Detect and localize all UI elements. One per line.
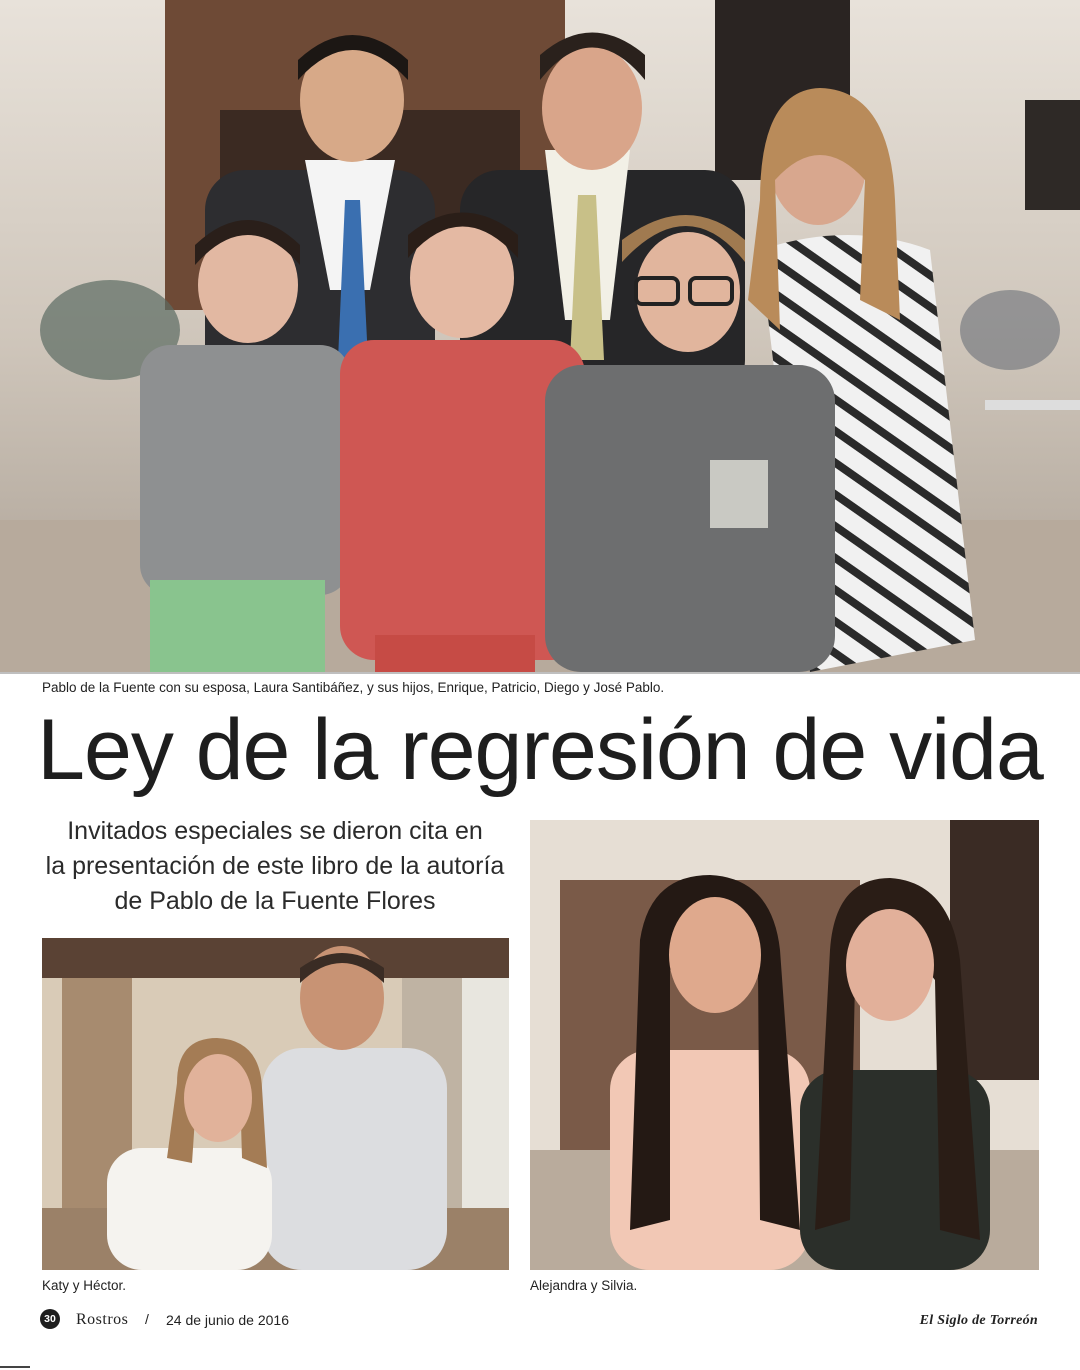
headline: Ley de la regresión de vida	[37, 702, 1043, 798]
photo-alejandra-silvia	[530, 820, 1039, 1270]
hero-family-photo	[0, 0, 1080, 672]
bottom-divider	[0, 1366, 30, 1368]
deck-line: la presentación de este libro de la autoría	[45, 852, 505, 880]
deck-line: de Pablo de la Fuente Flores	[114, 887, 436, 915]
hero-caption: Pablo de la Fuente con su esposa, Laura Santibáñez, y sus hijos, Enrique, Patricio, Diego y José Pablo.	[42, 680, 665, 695]
page-footer	[0, 1305, 1080, 1345]
hero-divider	[0, 672, 1080, 674]
footer-separator: /	[145, 1311, 149, 1327]
photo-katy-hector	[42, 938, 509, 1270]
caption-katy-hector: Katy y Héctor.	[42, 1278, 127, 1293]
deck-line: Invitados especiales se dieron cita en	[67, 817, 483, 845]
page-number-badge: 30	[40, 1309, 60, 1329]
deck-subtitle	[40, 814, 510, 919]
issue-date: 24 de junio de 2016	[166, 1312, 289, 1328]
section-name: Rostros	[76, 1311, 129, 1328]
publisher-logo: El Siglo de Torreón	[919, 1313, 1038, 1328]
caption-alejandra-silvia: Alejandra y Silvia.	[530, 1278, 638, 1293]
